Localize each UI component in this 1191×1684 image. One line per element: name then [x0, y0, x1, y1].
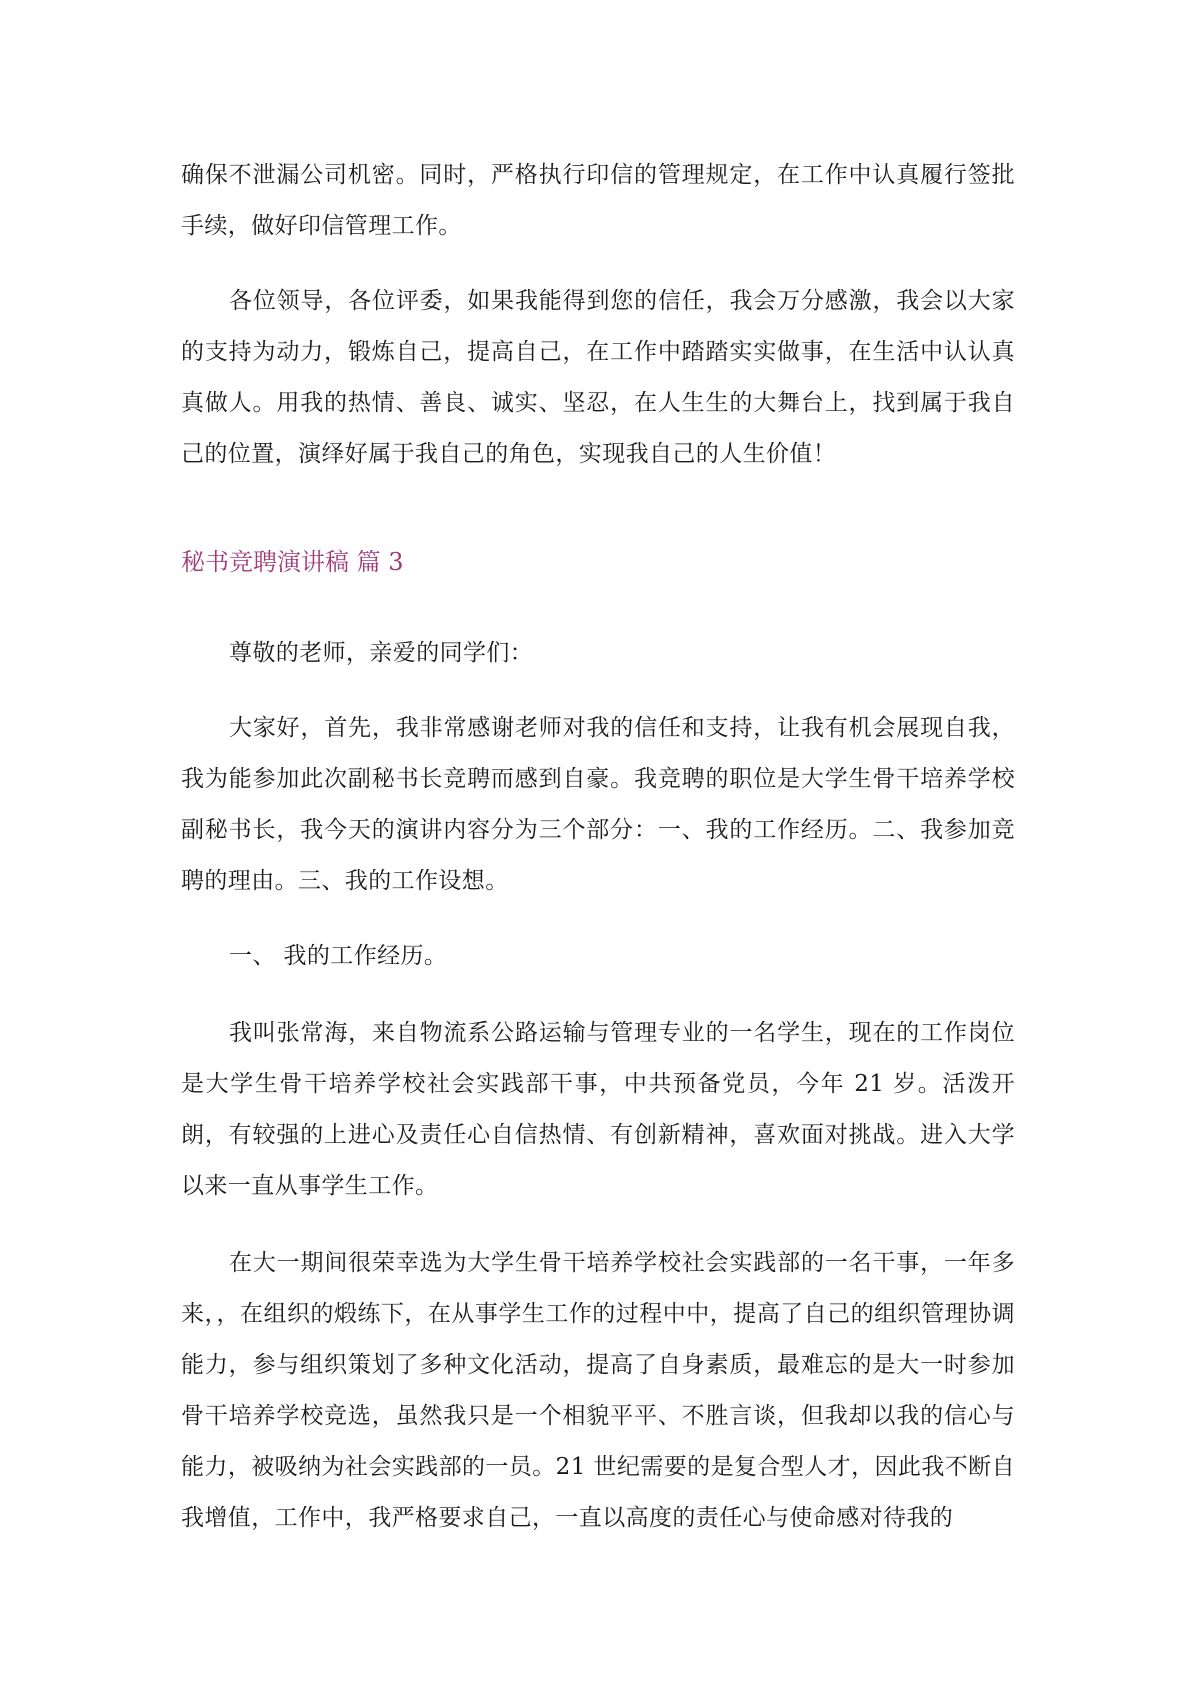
paragraph-self-introduction: 我叫张常海，来自物流系公路运输与管理专业的一名学生，现在的工作岗位是大学生骨干培养学校社会实践部干事，中共预备党员，今年 21 岁。活泼开朗，有较强的上进心及责任心自信热情、有创新精神，喜欢面对挑战。进入大学以来一直从事学生工作。	[181, 1020, 1015, 1199]
paragraph-continuation: 确保不泄漏公司机密。同时，严格执行印信的管理规定，在工作中认真履行签批手续，做好印信管理工作。	[181, 162, 1015, 239]
document-page	[181, 150, 1015, 1544]
section-heading: 秘书竞聘演讲稿 篇 3	[181, 548, 404, 576]
paragraph-closing-remarks: 各位领导，各位评委，如果我能得到您的信任，我会万分感激，我会以大家的支持为动力，锻炼自己，提高自己，在工作中踏踏实实做事，在生活中认认真真做人。用我的热情、善良、诚实、坚忍，在人生生的大舞台上，找到属于我自己的位置，演绎好属于我自己的角色，实现我自己的人生价值！	[181, 288, 1015, 467]
paragraph-salutation: 尊敬的老师，亲爱的同学们：	[229, 640, 534, 666]
paragraph-subheading-work-experience: 一、 我的工作经历。	[229, 943, 448, 969]
paragraph-introduction: 大家好，首先，我非常感谢老师对我的信任和支持，让我有机会展现自我，我为能参加此次副秘书长竞聘而感到自豪。我竞聘的职位是大学生骨干培养学校副秘书长，我今天的演讲内容分为三个部分：一、我的工作经历。二、我参加竞聘的理由。三、我的工作设想。	[181, 715, 1015, 894]
paragraph-freshman-experience: 在大一期间很荣幸选为大学生骨干培养学校社会实践部的一名干事，一年多来，，在组织的煅练下，在从事学生工作的过程中中，提高了自己的组织管理协调能力，参与组织策划了多种文化活动，提高了自身素质，最难忘的是大一时参加骨干培养学校竞选，虽然我只是一个相貌平平、不胜言谈，但我却以我的信心与能力，被吸纳为社会实践部的一员。21 世纪需要的是复合型人才，因此我不断自我增值，工作中，我严格要求自己，一直以高度的责任心与使命感对待我的	[181, 1250, 1015, 1531]
